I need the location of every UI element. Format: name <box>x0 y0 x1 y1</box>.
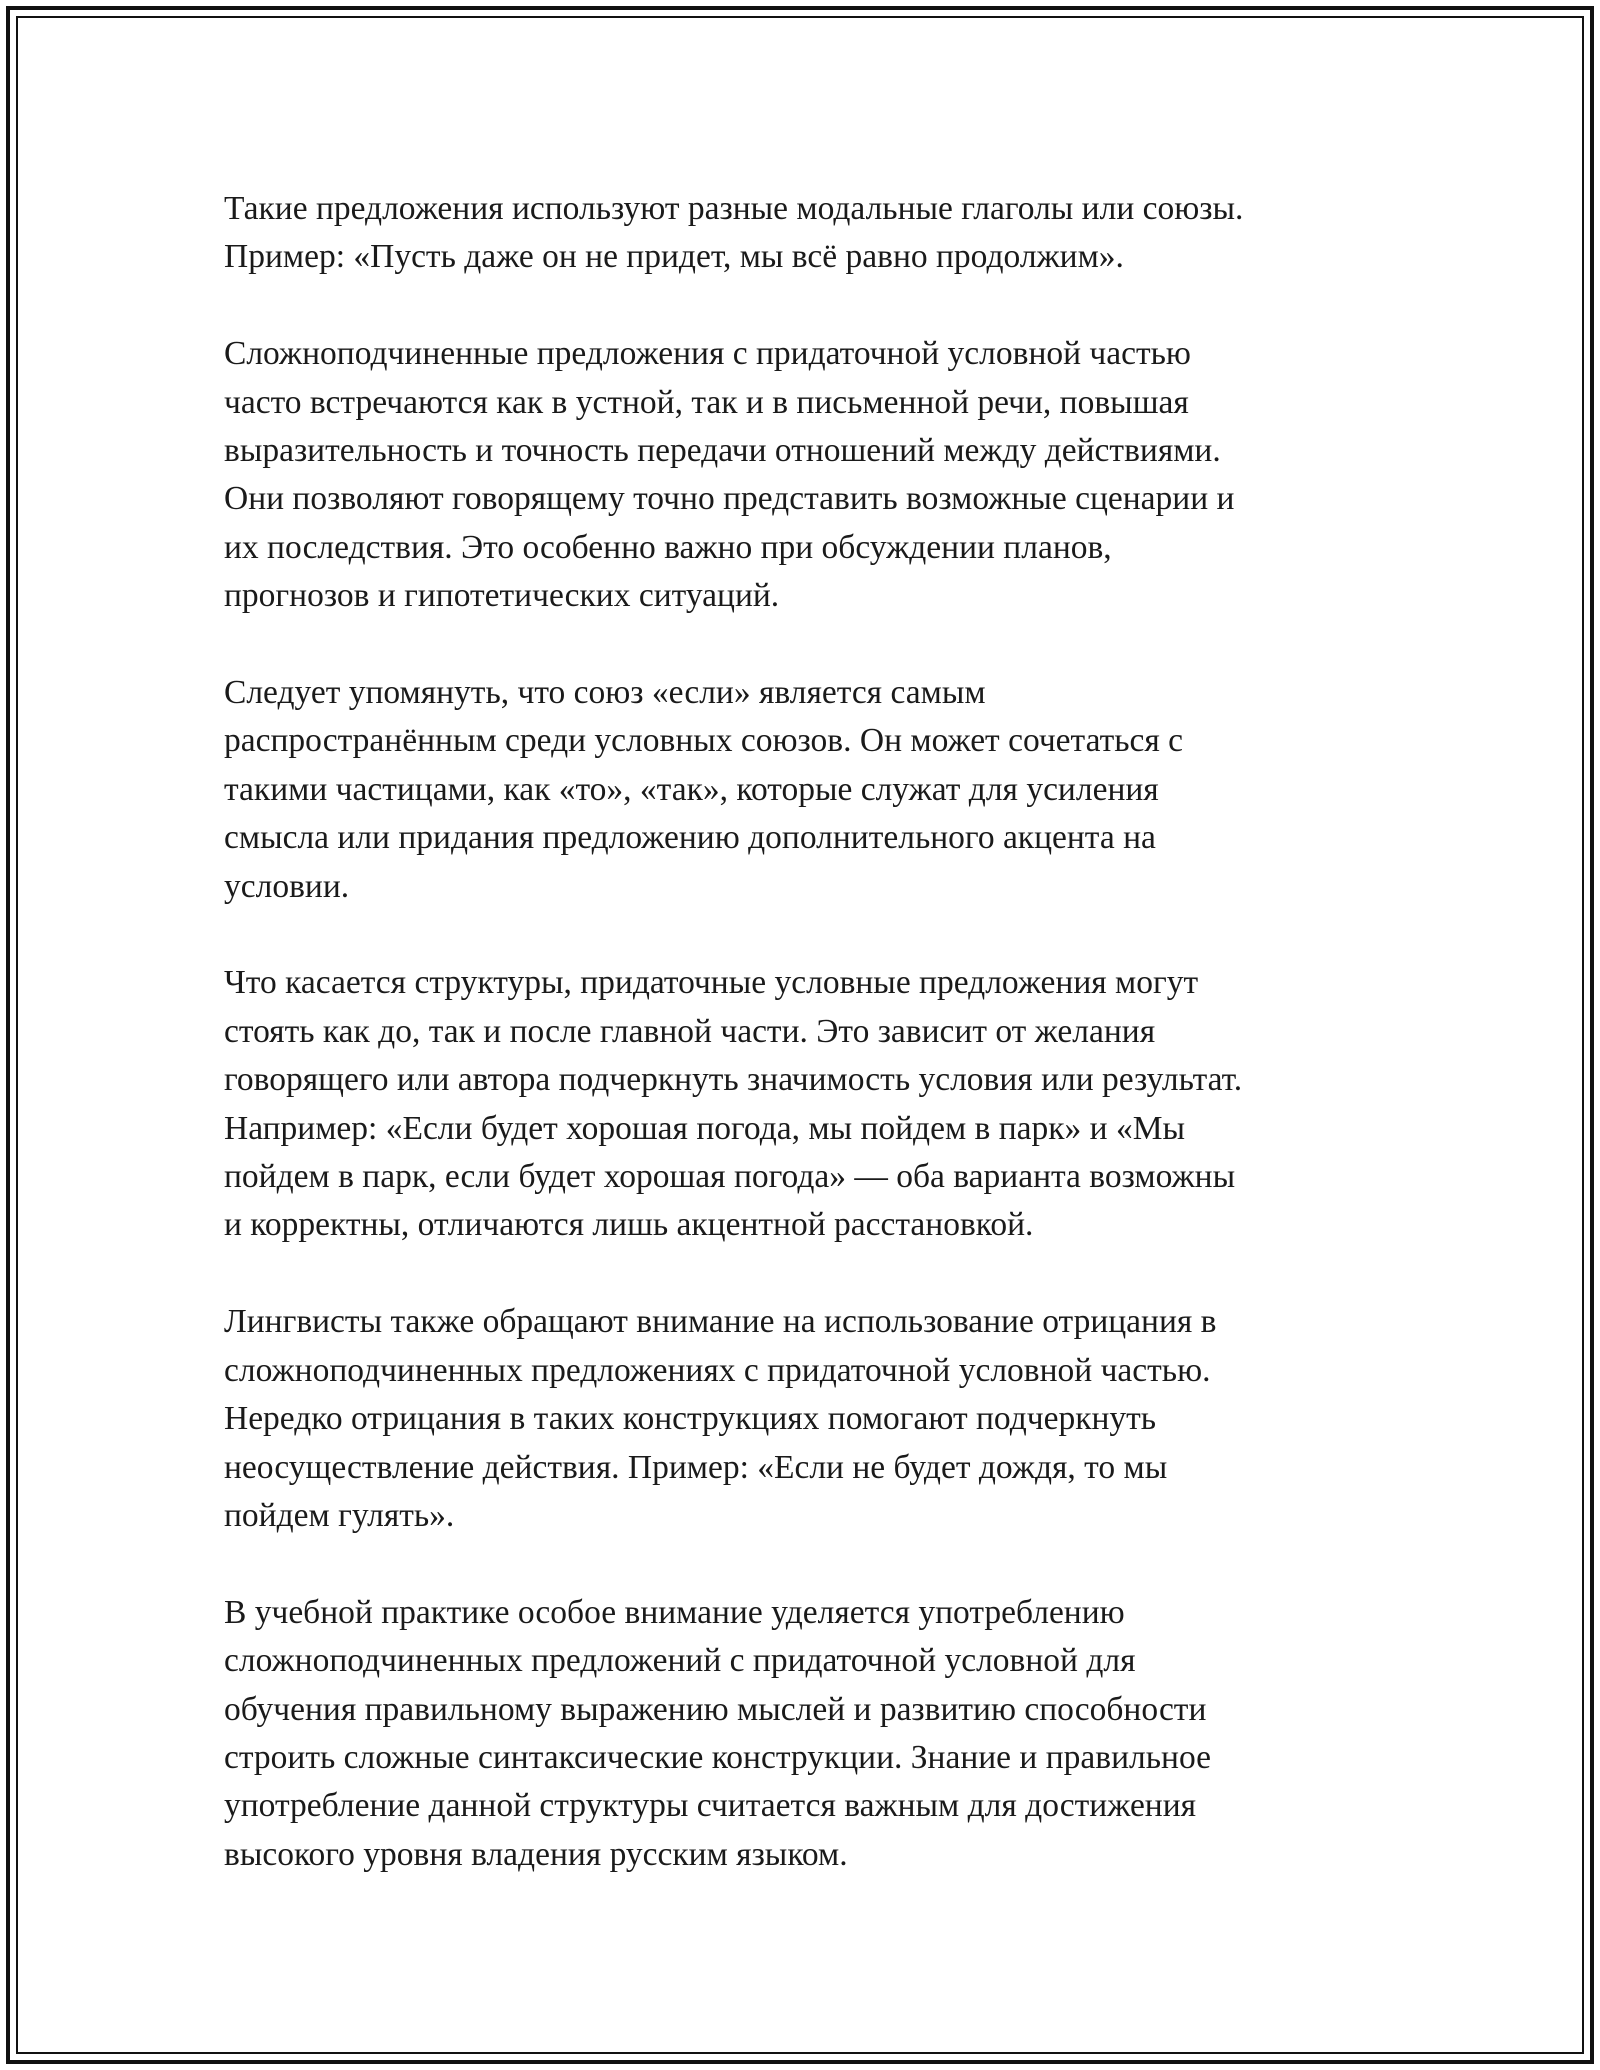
paragraph-3: Следует упомянуть, что союз «если» является самым распространённым среди условных союзов. Он может сочетаться с такими частицами, как «то», «так», которые служат для усиления смысла или придания предложению дополнительного акцента на условии. <box>224 674 1184 905</box>
paragraph-1: Такие предложения используют разные модальные глаголы или союзы. Пример: «Пусть даже он не придет, мы всё равно продолжим». <box>224 190 1244 276</box>
paragraph-5: Лингвисты также обращают внимание на использование отрицания в сложноподчиненных предложениях с придаточной условной частью. Нередко отрицания в таких конструкциях помогают подчеркнуть неосуществление действия. Пример: «Если не будет дождя, то мы пойдем гулять». <box>224 1303 1217 1534</box>
document-body <box>224 185 1374 1879</box>
paragraph-6: В учебной практике особое внимание уделяется употреблению сложноподчиненных предложений с придаточной условной для обучения правильному выражению мыслей и развитию способности строить сложные синтаксические конструкции. Знание и правильное употребление данной структуры считается важным для достижения высокого уровня владения русским языком. <box>224 1593 1211 1873</box>
paragraph-2: Сложноподчиненные предложения с придаточной условной частью часто встречаются как в устной, так и в письменной речи, повышая выразительность и точность передачи отношений между действиями. Они позволяют говорящему точно представить возможные сценарии и их последствия. Это особенно важно при обсуждении планов, прогнозов и гипотетических ситуаций. <box>224 335 1235 615</box>
paragraph-4: Что касается структуры, придаточные условные предложения могут стоять как до, так и после главной части. Это зависит от желания говорящего или автора подчеркнуть значимость условия или результат. Например: «Если будет хорошая погода, мы пойдем в парк» и «Мы пойдем в парк, если будет хорошая погода» — оба варианта возможны и корректны, отличаются лишь акцентной расстановкой. <box>224 964 1243 1244</box>
